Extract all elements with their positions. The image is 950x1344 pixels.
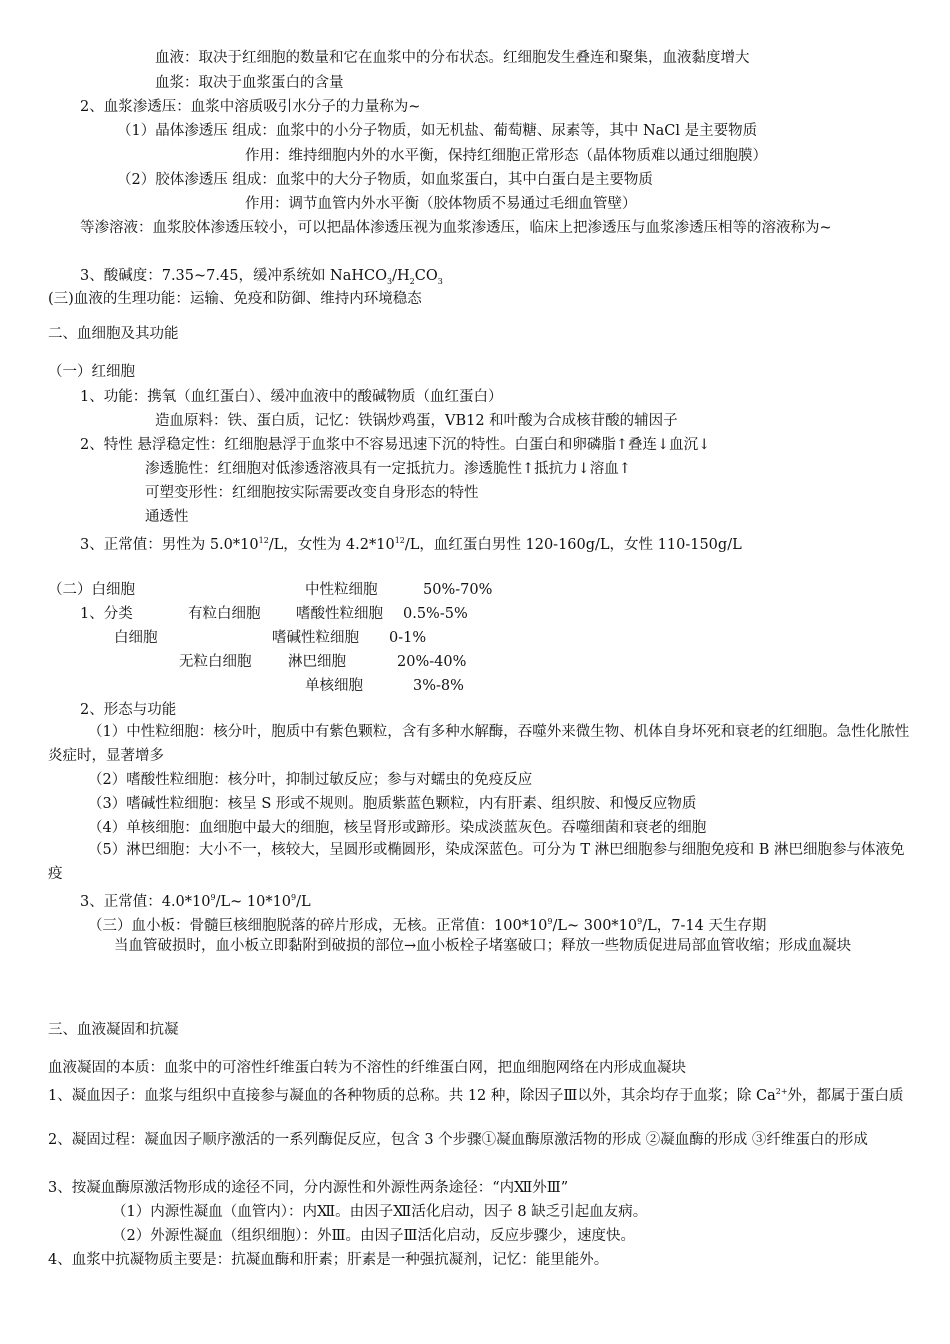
coag-factors-superscript: 2+ [775, 1087, 788, 1096]
wbc-neutrophil-desc: （1）中性粒细胞：核分叶，胞质中有紫色颗粒，含有多种水解酶，吞噬外来微生物、机体自身坏死和衰老的红细胞。急性化脓性炎症时，显著增多 [48, 724, 910, 764]
wbc-agranular: 无粒白细胞 [179, 654, 252, 670]
rbc-raw-materials: 造血原料：铁、蛋白质，记忆：铁锅炒鸡蛋，VB12 和叶酸为合成核苷酸的辅因子 [155, 413, 678, 429]
coag-process: 2、凝固过程：凝血因子顺序激活的一系列酶促反应，包含 3 个步骤①凝血酶原激活物的形成 ②凝血酶的形成 ③纤维蛋白的形成 [48, 1132, 868, 1148]
coag-factors [48, 1080, 910, 1108]
rbc-property-suspension: 2、特性 悬浮稳定性：红细胞悬浮于血浆中不容易迅速下沉的特性。白蛋白和卵磷脂↑叠连↓血沉↓ [80, 437, 711, 453]
platelet-exponent: 9 [637, 917, 643, 926]
wbc-monocyte: 单核细胞 [305, 678, 363, 694]
rbc-normal-exponent: 12 [394, 536, 405, 545]
wbc-normal-text: /L [296, 893, 311, 910]
wbc-basophil-pct: 0-1% [389, 630, 427, 646]
osmotic-heading: 2、血浆渗透压：血浆中溶质吸引水分子的力量称为~ [80, 99, 421, 115]
wbc-eosinophil-pct: 0.5%-5% [403, 606, 468, 622]
platelet-paragraph: 当血管破损时，血小板立即黏附到破损的部位→血小板栓子堵塞破口；释放一些物质促进局部血管收缩；形成血凝块 [114, 938, 852, 954]
platelet-line [88, 912, 766, 936]
colloid-composition: （2）胶体渗透压 组成：血浆中的大分子物质，如血浆蛋白，其中白蛋白是主要物质 [117, 172, 653, 188]
rbc-property-deformability: 可塑变形性：红细胞按实际需要改变自身形态的特性 [145, 485, 479, 501]
blood-functions: (三)血液的生理功能：运输、免疫和防御、维持内环境稳态 [48, 291, 422, 307]
wbc-eosinophil-desc: （2）嗜酸性粒细胞：核分叶，抑制过敏反应；参与对蠕虫的免疫反应 [88, 772, 533, 788]
crystal-function: 作用：维持细胞内外的水平衡，保持红细胞正常形态（晶体物质难以通过细胞膜） [245, 148, 767, 164]
wbc-monocyte-pct: 3%-8% [413, 678, 464, 694]
wbc-lymphocyte-pct: 20%-40% [397, 654, 467, 670]
wbc-basophil-desc: （3）嗜碱性粒细胞：核呈 S 形或不规则。胞质紫蓝色颗粒，内有肝素、组织胺、和慢反应物质 [88, 796, 697, 812]
platelet-text: /L，7-14 天生存期 [642, 917, 767, 934]
rbc-normal-text: 3、正常值：男性为 5.0*10 [80, 536, 259, 553]
coag-factors-text: 1、凝血因子：血浆与组织中直接参与凝血的各种物质的总称。共 12 种，除因子Ⅲ以外，其余均存于血浆；除 Ca [48, 1087, 776, 1104]
viscosity-plasma: 血浆：取决于血浆蛋白的含量 [155, 75, 344, 91]
coag-extrinsic: （2）外源性凝血（组织细胞）：外Ⅲ。由因子Ⅲ活化启动，反应步骤少，速度快。 [112, 1228, 635, 1244]
platelet-exponent: 9 [547, 917, 553, 926]
wbc-lymphocyte-desc: （5）淋巴细胞：大小不一，核较大，呈圆形或椭圆形，染成深蓝色。可分为 T 淋巴细胞参与细胞免疫和 B 淋巴细胞参与体液免疫 [48, 842, 905, 882]
coag-intrinsic: （1）内源性凝血（血管内）：内Ⅻ。由因子Ⅻ活化启动，因子 8 缺乏引起血友病。 [112, 1204, 648, 1220]
rbc-normal-values [80, 531, 742, 555]
wbc-basophil: 嗜碱性粒细胞 [272, 630, 359, 646]
wbc-morph-heading: 2、形态与功能 [80, 702, 177, 718]
wbc-normal-exponent: 9 [291, 893, 297, 902]
rbc-normal-text: /L，血红蛋白男性 120-160g/L，女性 110-150g/L [404, 536, 742, 553]
wbc-normal-text: /L~ 10*10 [215, 893, 292, 910]
rbc-property-fragility: 渗透脆性：红细胞对低渗透溶液具有一定抵抗力。渗透脆性↑抵抗力↓溶血↑ [145, 461, 631, 477]
rbc-function: 1、功能：携氧（血红蛋白）、缓冲血液中的酸碱物质（血红蛋白） [80, 389, 503, 405]
rbc-property-permeability: 通透性 [145, 509, 189, 525]
wbc-granular: 有粒白细胞 [188, 606, 261, 622]
ph-line [80, 266, 443, 292]
coag-essence: 血液凝固的本质：血浆中的可溶性纤维蛋白转为不溶性的纤维蛋白网，把血细胞网络在内形成血凝块 [48, 1060, 686, 1076]
rbc-normal-text: /L，女性为 4.2*10 [268, 536, 395, 553]
coag-anticoagulants: 4、血浆中抗凝物质主要是：抗凝血酶和肝素；肝素是一种强抗凝剂，记忆：能里能外。 [48, 1252, 609, 1268]
crystal-composition: （1）晶体渗透压 组成：血浆中的小分子物质，如无机盐、葡萄糖、尿素等，其中 NaCl 是主要物质 [117, 123, 758, 139]
wbc-normal-text: 3、正常值：4.0*10 [80, 893, 211, 910]
ph-sub: 2 [409, 276, 415, 286]
ph-co: CO [414, 268, 438, 284]
ph-sub: 3 [387, 276, 393, 286]
ph-sub: 3 [437, 276, 443, 286]
coag-pathways: 3、按凝血酶原激活物形成的途径不同，分内源性和外源性两条途径：“内Ⅻ外Ⅲ” [48, 1180, 569, 1196]
wbc-lymphocyte: 淋巴细胞 [288, 654, 346, 670]
wbc-normal-values [80, 888, 311, 912]
colloid-function: 作用：调节血管内外水平衡（胶体物质不易通过毛细血管壁） [245, 196, 637, 212]
platelet-text: （三）血小板：骨髓巨核细胞脱落的碎片形成，无核。正常值：100*10 [88, 917, 548, 934]
section-title-coagulation: 三、血液凝固和抗凝 [48, 1022, 179, 1038]
rbc-heading: （一）红细胞 [48, 364, 135, 380]
wbc-label: 白细胞 [114, 630, 158, 646]
viscosity-blood: 血液：取决于红细胞的数量和它在血浆中的分布状态。红细胞发生叠连和聚集，血液黏度增大 [155, 50, 750, 66]
platelet-text: /L~ 300*10 [552, 917, 638, 934]
section-title-blood-cells: 二、血细胞及其功能 [48, 326, 179, 342]
isotonic-paragraph: 等渗溶液：血浆胶体渗透压较小，可以把晶体渗透压视为血浆渗透压，临床上把渗透压与血浆渗透压相等的溶液称为~ [80, 220, 832, 236]
wbc-neutrophil-pct: 50%-70% [423, 582, 493, 598]
coag-factors-text: 外，都属于蛋白质 [787, 1087, 904, 1104]
ph-text: 3、酸碱度：7.35~7.45，缓冲系统如 NaHCO [80, 268, 388, 284]
wbc-heading: （二）白细胞 [48, 582, 135, 598]
rbc-normal-exponent: 12 [258, 536, 269, 545]
wbc-neutrophil: 中性粒细胞 [305, 582, 378, 598]
wbc-eosinophil: 嗜酸性粒细胞 [296, 606, 383, 622]
ph-slash: /H [392, 268, 410, 284]
wbc-normal-exponent: 9 [210, 893, 216, 902]
wbc-classify: 1、分类 [80, 606, 133, 622]
wbc-monocyte-desc: （4）单核细胞：血细胞中最大的细胞，核呈肾形或蹄形。染成淡蓝灰色。吞噬细菌和衰老的细胞 [88, 820, 707, 836]
